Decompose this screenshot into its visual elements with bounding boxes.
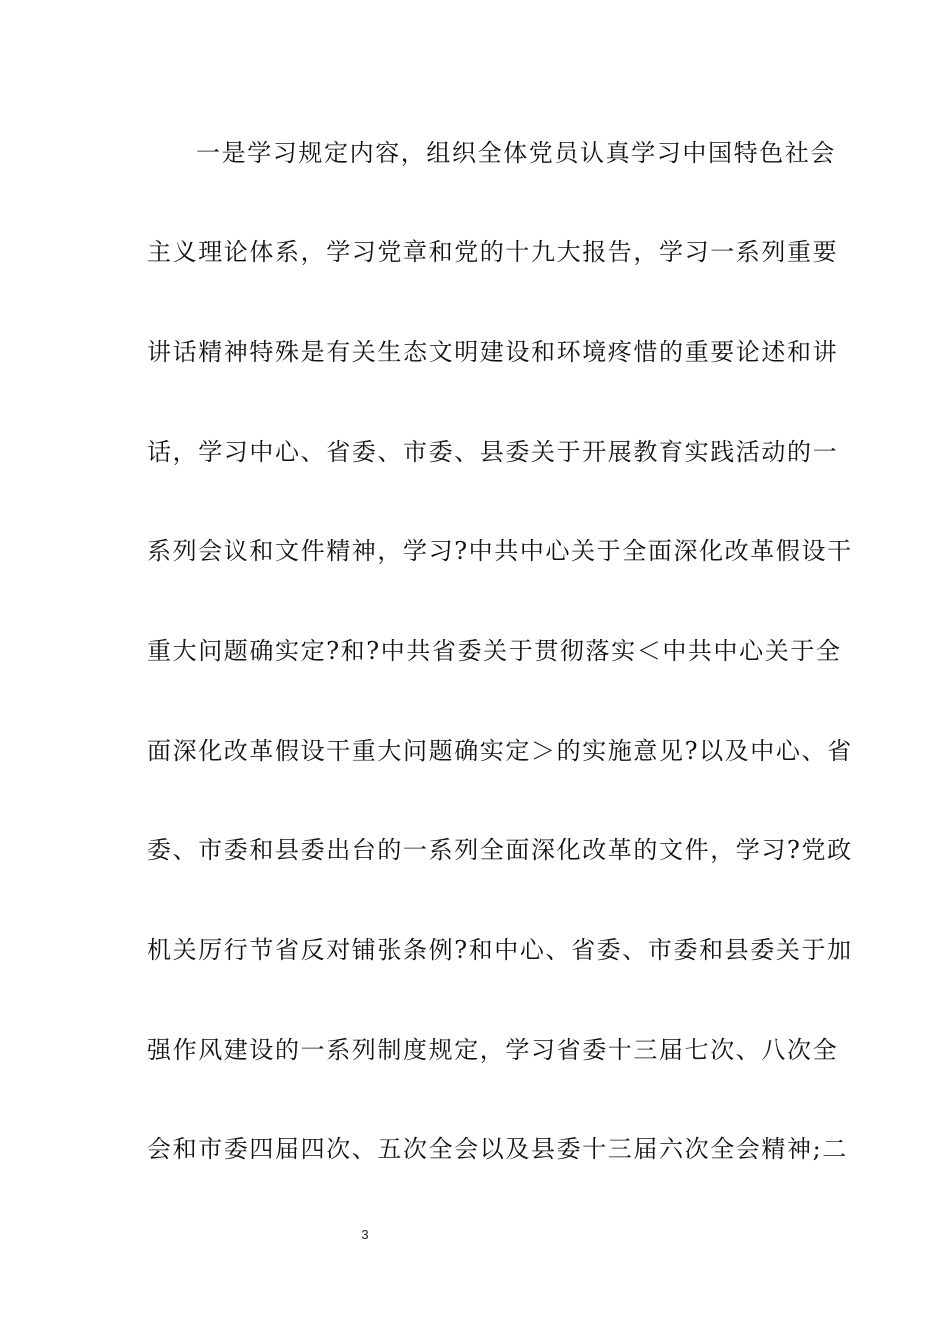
paragraph-line-7: 面深化改革假设干重大问题确实定＞的实施意见?以及中心、省 <box>147 737 853 765</box>
paragraph-line-5: 系列会议和文件精神，学习?中共中心关于全面深化改革假设干 <box>147 537 853 565</box>
paragraph-line-10: 强作风建设的一系列制度规定，学习省委十三届七次、八次全 <box>147 1036 839 1064</box>
paragraph-line-1: 一是学习规定内容，组织全体党员认真学习中国特色社会 <box>196 139 836 167</box>
paragraph-line-2: 主义理论体系，学习党章和党的十九大报告，学习一系列重要 <box>147 238 839 266</box>
paragraph-line-6: 重大问题确实定?和?中共省委关于贯彻落实＜中共中心关于全 <box>147 637 842 665</box>
page-number: 3 <box>361 1227 369 1242</box>
paragraph-line-8: 委、市委和县委出台的一系列全面深化改革的文件，学习?党政 <box>147 836 853 864</box>
paragraph-line-3: 讲话精神特殊是有关生态文明建设和环境疼惜的重要论述和讲 <box>147 338 839 366</box>
paragraph-line-9: 机关厉行节省反对铺张条例?和中心、省委、市委和县委关于加 <box>147 936 853 964</box>
paragraph-line-4: 话，学习中心、省委、市委、县委关于开展教育实践活动的一 <box>147 438 839 466</box>
paragraph-line-11: 会和市委四届四次、五次全会以及县委十三届六次全会精神;二 <box>147 1135 848 1163</box>
